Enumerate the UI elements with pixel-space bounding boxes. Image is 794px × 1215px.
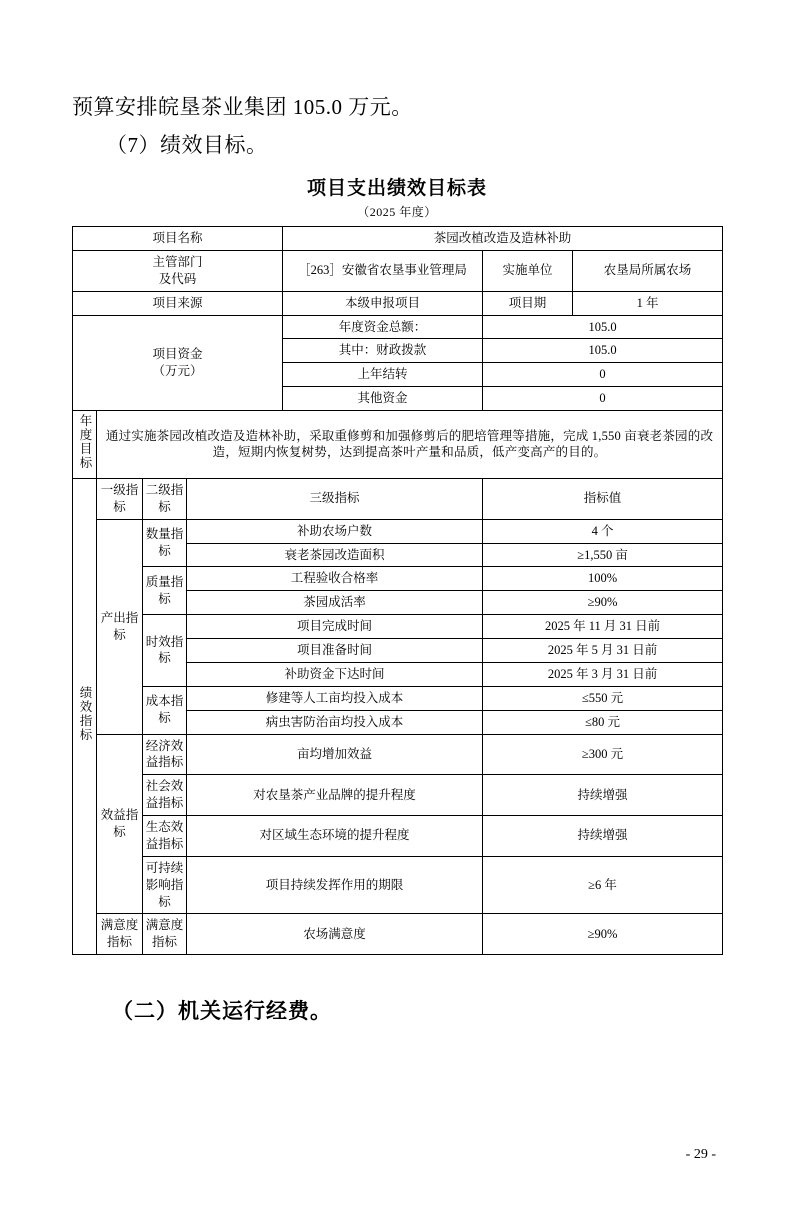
cell-level1-benefit: 效益指标 [97, 734, 143, 914]
cell-dept-value: ［263］安徽省农垦事业管理局 [283, 250, 483, 291]
cell-indicator-value: 2025 年 5 月 31 日前 [483, 639, 723, 663]
cell-source-value: 本级申报项目 [283, 291, 483, 315]
document-page [0, 92, 794, 1215]
cell-level2-ecological: 生态效益指标 [143, 816, 187, 857]
cell-perf-index-label [73, 478, 97, 954]
cell-level3: 对区域生态环境的提升程度 [187, 816, 483, 857]
cell-level2-timeliness: 时效指标 [143, 615, 187, 687]
cell-indicator-value: ≤550 元 [483, 686, 723, 710]
cell-funds-label [73, 315, 283, 411]
table-row [73, 315, 723, 339]
paragraph-section-7: （7）绩效目标。 [106, 132, 268, 157]
cell-indicator-value: ≥300 元 [483, 734, 723, 775]
annual-goal-label-text: 年度目标 [77, 414, 92, 470]
cell-indicator-value: 2025 年 3 月 31 日前 [483, 662, 723, 686]
cell-level2-quantity: 数量指标 [143, 519, 187, 567]
cell-col-level2: 二级指标 [143, 478, 187, 519]
cell-level3: 项目完成时间 [187, 615, 483, 639]
cell-col-value: 指标值 [483, 478, 723, 519]
cell-indicator-value: ≥1,550 亩 [483, 543, 723, 567]
table-row [73, 615, 723, 639]
cell-level2-economic: 经济效益指标 [143, 734, 187, 775]
cell-indicator-value: ≥6 年 [483, 856, 723, 914]
cell-source-label: 项目来源 [73, 291, 283, 315]
cell-fund-carryover-label: 上年结转 [283, 363, 483, 387]
table-subtitle: （2025 年度） [357, 205, 437, 219]
cell-level3: 项目准备时间 [187, 639, 483, 663]
cell-level3: 工程验收合格率 [187, 567, 483, 591]
performance-target-table [72, 226, 723, 955]
cell-level3: 修建等人工亩均投入成本 [187, 686, 483, 710]
cell-fund-other-label: 其他资金 [283, 387, 483, 411]
cell-dept-label [73, 250, 283, 291]
cell-indicator-value: ≤80 元 [483, 710, 723, 734]
cell-level2-sustainable: 可持续影响指标 [143, 856, 187, 914]
table-row [73, 567, 723, 591]
table-row [73, 411, 723, 479]
paragraph-budget: 预算安排皖垦茶业集团 105.0 万元。 [72, 95, 413, 119]
cell-col-level3: 三级指标 [187, 478, 483, 519]
paragraph-section-2: （二）机关运行经费。 [112, 999, 332, 1024]
table-row [73, 227, 723, 251]
table-title: 项目支出绩效目标表 [306, 178, 487, 199]
funds-label-line1: 项目资金 [152, 346, 203, 361]
table-row [73, 734, 723, 775]
cell-level3: 补助农场户数 [187, 519, 483, 543]
table-row [73, 775, 723, 816]
cell-indicator-value: ≥90% [483, 591, 723, 615]
dept-label-line1: 主管部门 [152, 254, 203, 269]
table-row [73, 856, 723, 914]
dept-label-line2: 及代码 [158, 271, 197, 286]
cell-fund-fiscal-value: 105.0 [483, 339, 723, 363]
cell-level2-satisfaction: 满意度指标 [143, 914, 187, 955]
cell-annual-goal-label [73, 411, 97, 479]
cell-project-name-value: 茶园改植改造及造林补助 [283, 227, 723, 251]
cell-level2-cost: 成本指标 [143, 686, 187, 734]
cell-project-name-label: 项目名称 [73, 227, 283, 251]
cell-level3: 农场满意度 [187, 914, 483, 955]
cell-level3: 病虫害防治亩均投入成本 [187, 710, 483, 734]
table-row [73, 816, 723, 857]
cell-level3: 对农垦茶产业品牌的提升程度 [187, 775, 483, 816]
cell-level3: 茶园成活率 [187, 591, 483, 615]
table-row [73, 250, 723, 291]
cell-fund-carryover-value: 0 [483, 363, 723, 387]
cell-fund-other-value: 0 [483, 387, 723, 411]
cell-level2-social: 社会效益指标 [143, 775, 187, 816]
table-row [73, 478, 723, 519]
cell-fund-total-value: 105.0 [483, 315, 723, 339]
cell-indicator-value: ≥90% [483, 914, 723, 955]
table-row [73, 914, 723, 955]
perf-index-label-text: 绩效指标 [77, 686, 92, 743]
table-row [73, 686, 723, 710]
cell-indicator-value: 100% [483, 567, 723, 591]
table-row [73, 291, 723, 315]
cell-level1-satisfaction: 满意度指标 [97, 914, 143, 955]
cell-level3: 项目持续发挥作用的期限 [187, 856, 483, 914]
cell-indicator-value: 持续增强 [483, 816, 723, 857]
cell-indicator-value: 2025 年 11 月 31 日前 [483, 615, 723, 639]
cell-fund-fiscal-label: 其中：财政拨款 [283, 339, 483, 363]
page-number: - 29 - [685, 1147, 716, 1162]
cell-impl-unit-value: 农垦局所属农场 [573, 250, 723, 291]
cell-level1-output: 产出指标 [97, 519, 143, 734]
cell-col-level1: 一级指标 [97, 478, 143, 519]
cell-annual-goal-text: 通过实施茶园改植改造及造林补助，采取重修剪和加强修剪后的肥培管理等措施，完成 1,550 亩衰老茶园的改造，短期内恢复树势，达到提高茶叶产量和品质，低产变高产的目的。 [97, 411, 723, 479]
cell-impl-unit-label: 实施单位 [483, 250, 573, 291]
cell-fund-total-label: 年度资金总额： [283, 315, 483, 339]
cell-level3: 亩均增加效益 [187, 734, 483, 775]
cell-indicator-value: 持续增强 [483, 775, 723, 816]
cell-level3: 补助资金下达时间 [187, 662, 483, 686]
cell-level3: 衰老茶园改造面积 [187, 543, 483, 567]
cell-period-value: 1 年 [573, 291, 723, 315]
funds-label-line2: （万元） [152, 363, 203, 378]
cell-indicator-value: 4 个 [483, 519, 723, 543]
table-row [73, 519, 723, 543]
cell-period-label: 项目期 [483, 291, 573, 315]
cell-level2-quality: 质量指标 [143, 567, 187, 615]
